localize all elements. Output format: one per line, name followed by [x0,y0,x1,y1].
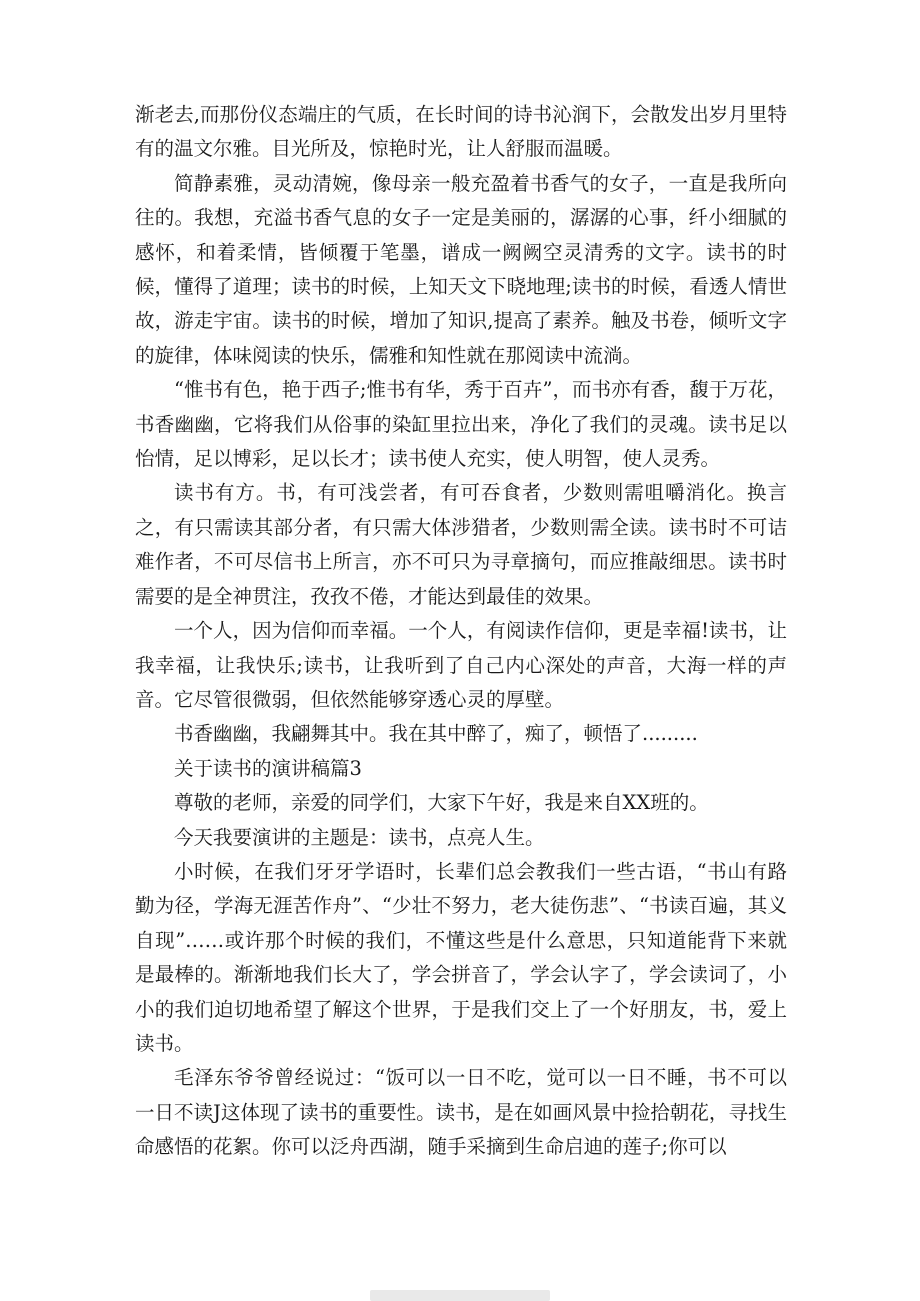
paragraph-3: “惟书有色，艳于西子;惟书有华，秀于百卉”，而书亦有香，馥于万花，书香幽幽，它将我们从俗事的染缸里拉出来，净化了我们的灵魂。读书足以怡情，足以博彩，足以长才；读书使人充实，使人明智，使人灵秀。 [135,378,787,471]
paragraph-greeting: 尊敬的老师，亲爱的同学们，大家下午好，我是来自XX班的。 [174,791,709,815]
paragraph-6: 书香幽幽，我翩舞其中。我在其中醉了，痴了，顿悟了......... [174,722,698,746]
paragraph-quote: 毛泽东爷爷曾经说过：“饭可以一日不吃，觉可以一日不睡，书不可以一日不读J这体现了读书的重要性。读书，是在如画风景中捡拾朝花，寻找生命感悟的花絮。你可以泛舟西湖，随手采摘到生命启迪的莲子;你可以 [135,1066,787,1159]
paragraph-1: 渐老去,而那份仪态端庄的气质，在长时间的诗书沁润下，会散发出岁月里特有的温文尔雅。目光所及，惊艳时光，让人舒服而温暖。 [135,103,787,161]
paragraph-topic: 今天我要演讲的主题是：读书，点亮人生。 [174,825,545,849]
paragraph-2: 简静素雅，灵动清婉，像母亲一般充盈着书香气的女子，一直是我所向往的。我想，充溢书香气息的女子一定是美丽的，潺潺的心事，纤小细腻的感怀，和着柔情，皆倾覆于笔墨，谱成一阙阙空灵清秀的文字。读书的时候，懂得了道理；读书的时候，上知天文下晓地理;读书的时候，看透人情世故，游走宇宙。读书的时候，增加了知识,提高了素养。触及书卷，倾听文字的旋律，体味阅读的快乐，儒雅和知性就在那阅读中流淌。 [135,171,787,367]
paragraph-4: 读书有方。书，有可浅尝者，有可吞食者，少数则需咀嚼消化。换言之，有只需读其部分者，有只需大体涉猎者，少数则需全读。读书时不可诘难作者，不可尽信书上所言，亦不可只为寻章摘句，而应推敲细思。读书时需要的是全神贯注，孜孜不倦，才能达到最佳的效果。 [135,481,787,608]
document-body [135,98,787,1165]
section-heading: 关于读书的演讲稿篇3 [174,756,362,780]
page-footer-bar [370,1290,550,1301]
paragraph-childhood: 小时候，在我们牙牙学语时，长辈们总会教我们一些古语，“书山有路勤为径，学海无涯苦作舟”、“少壮不努力，老大徒伤悲”、“书读百遍，其义自现”……或许那个时候的我们，不懂这些是什么意思，只知道能背下来就是最棒的。渐渐地我们长大了，学会拼音了，学会认字了，学会读词了，小小的我们迫切地希望了解这个世界，于是我们交上了一个好朋友，书，爱上读书。 [135,859,787,1055]
paragraph-5: 一个人，因为信仰而幸福。一个人，有阅读作信仰，更是幸福!读书，让我幸福，让我快乐;读书，让我听到了自己内心深处的声音，大海一样的声音。它尽管很微弱，但依然能够穿透心灵的厚壁。 [135,619,787,711]
